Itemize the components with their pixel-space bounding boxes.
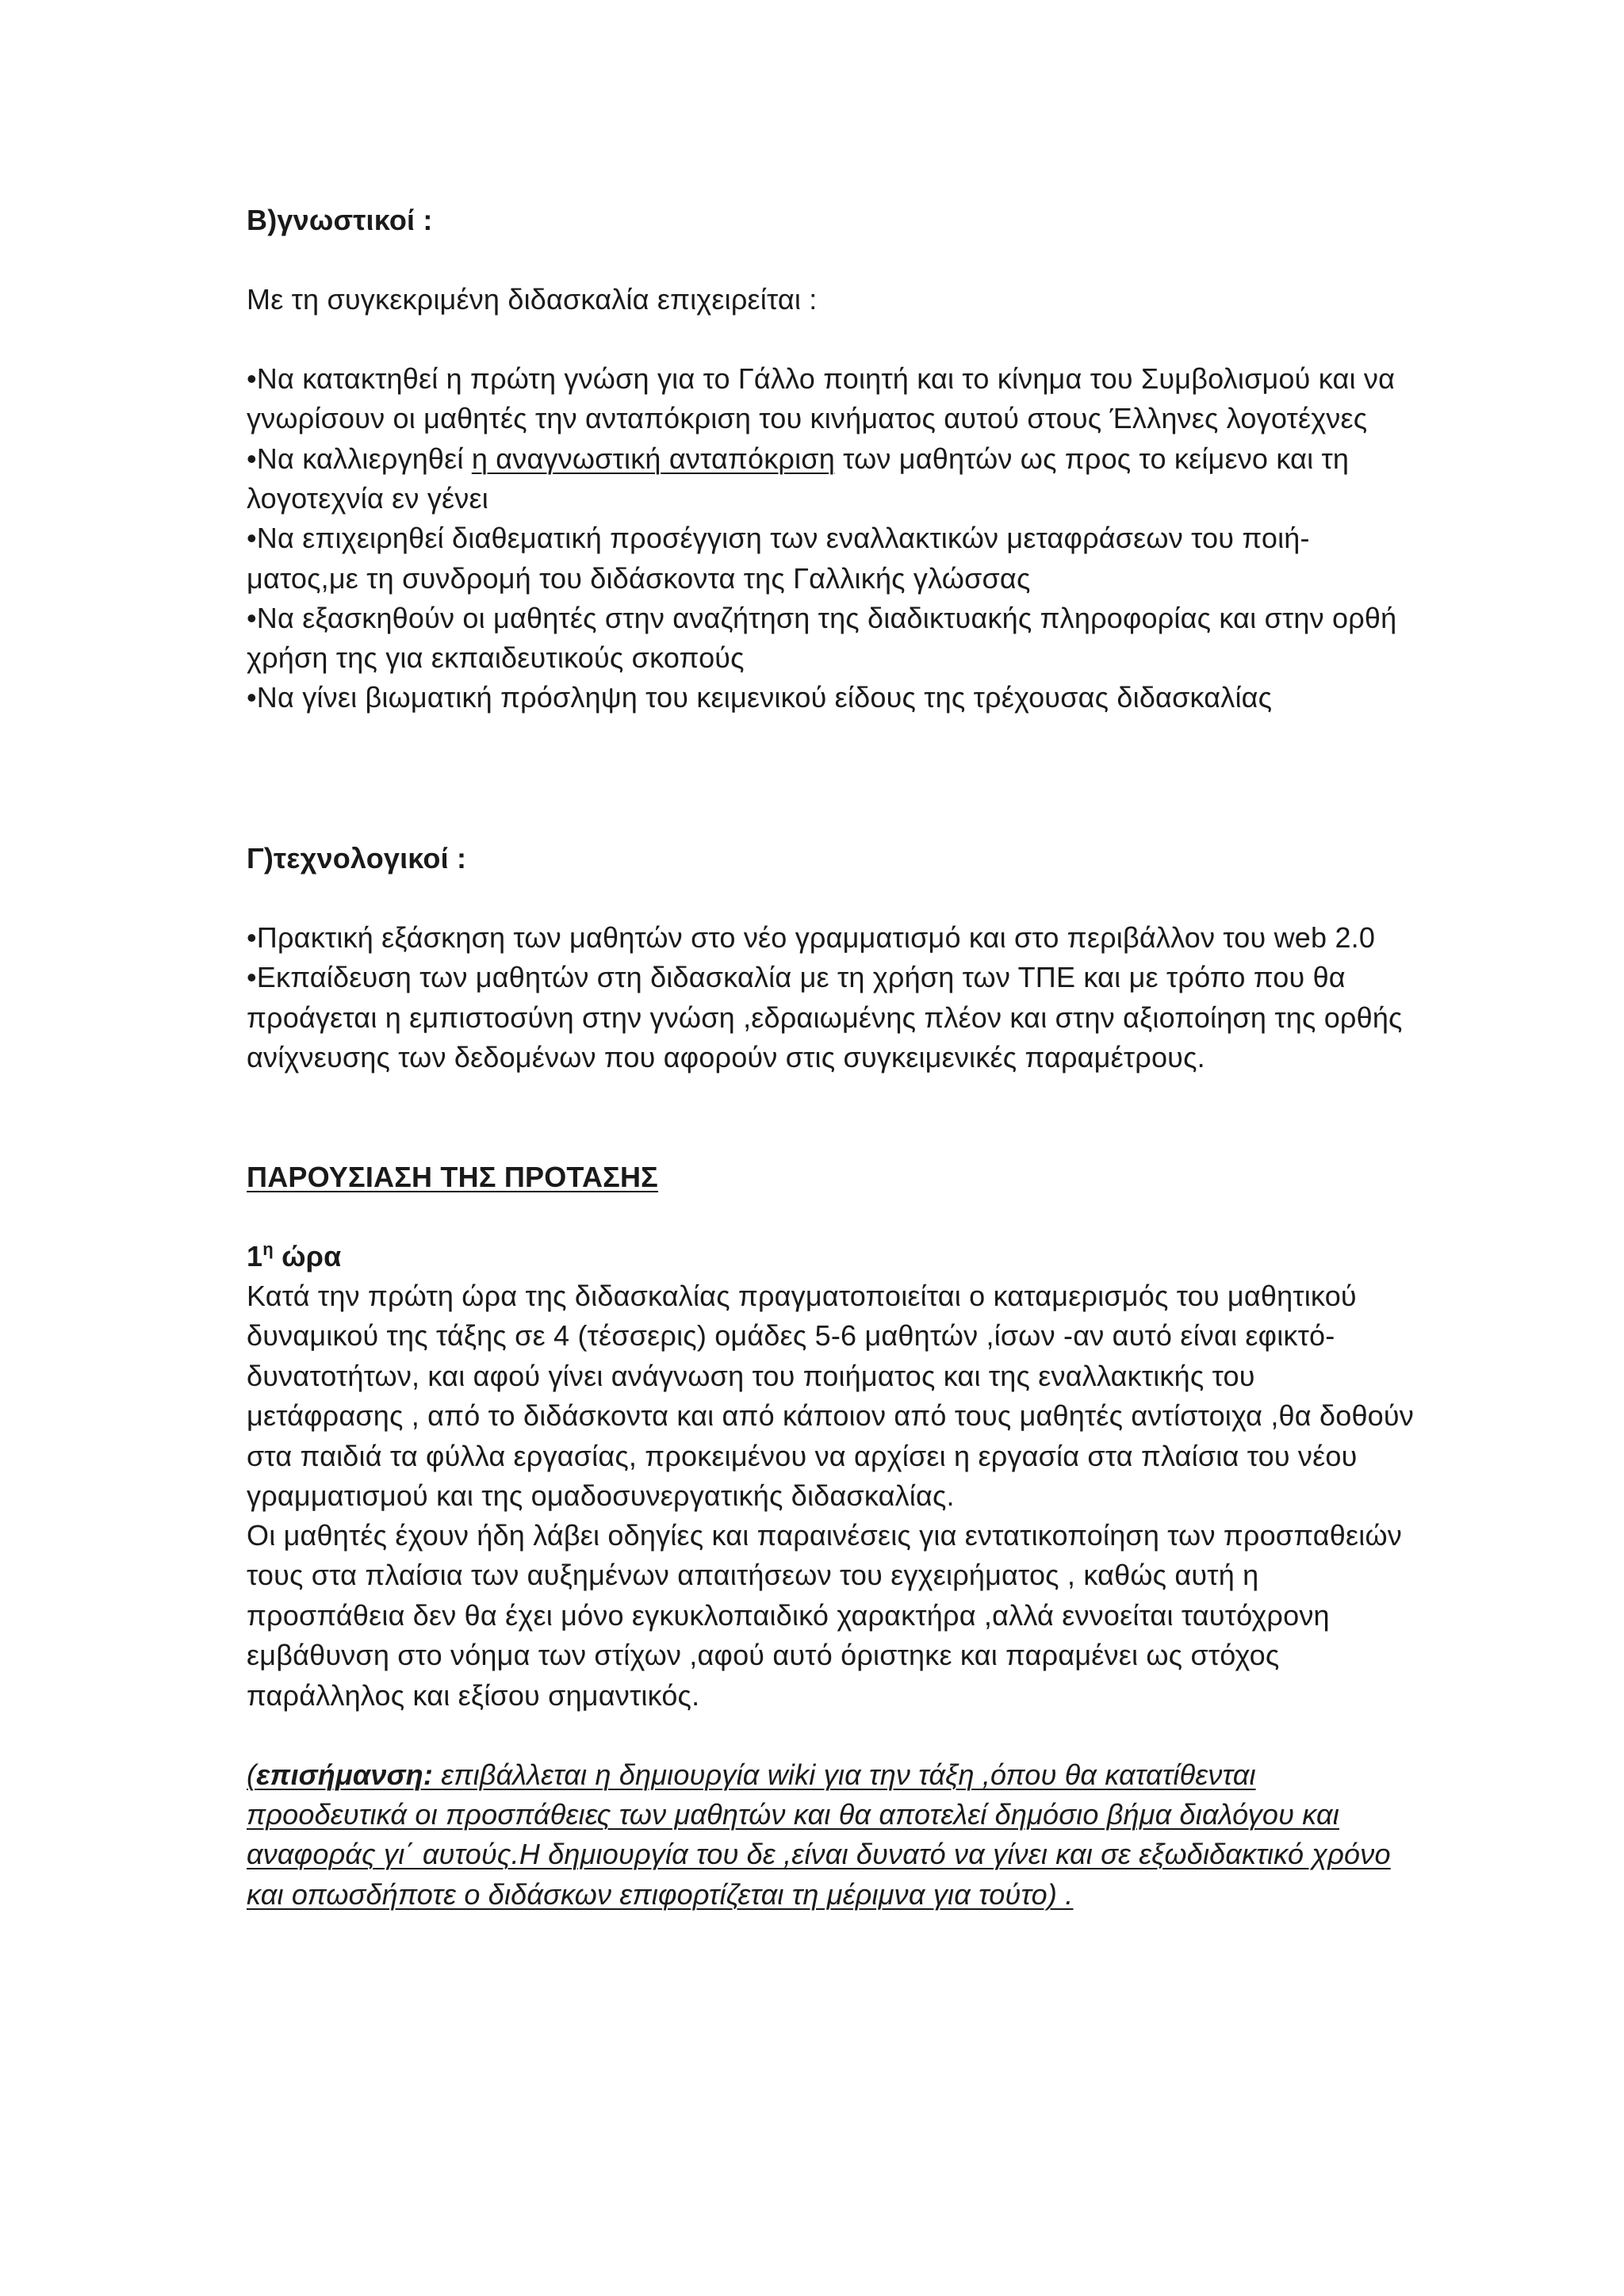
- para1-line4: μετάφρασης , από το διδάσκοντα και από κάποιον από τους μαθητές αντίστοιχα ,θα δοθούν: [247, 1399, 1414, 1432]
- note-line1: [247, 1757, 1256, 1793]
- hour-heading: [247, 1238, 342, 1275]
- section-c-heading: Γ)τεχνολογικοί :: [247, 842, 467, 874]
- hour-superscript: η: [262, 1239, 274, 1259]
- presentation-heading: ΠΑΡΟΥΣΙΑΣΗ ΤΗΣ ΠΡΟΤΑΣΗΣ: [247, 1161, 658, 1193]
- para1-line1: Κατά την πρώτη ώρα της διδασκαλίας πραγματοποιείται ο καταμερισμός του μαθητικού: [247, 1280, 1357, 1312]
- bullet-b2-line1: [247, 441, 1349, 477]
- para2-line1: Οι μαθητές έχουν ήδη λάβει οδηγίες και παραινέσεις για εντατικοποίηση των προσπαθειών: [247, 1519, 1402, 1552]
- para2-line3: προσπάθεια δεν θα έχει μόνο εγκυκλοπαιδικό χαρακτήρα ,αλλά εννοείται ταυτόχρονη: [247, 1599, 1330, 1632]
- bullet-b1-line2: γνωρίσουν οι μαθητές την ανταπόκριση του κινήματος αυτού στους Έλληνες λογοτέχνες: [247, 402, 1368, 434]
- bullet-c2-line2: προάγεται η εμπιστοσύνη στην γνώση ,εδραιωμένης πλέον και στην αξιοποίηση της ορθής: [247, 1001, 1403, 1034]
- bullet-c1: •Πρακτική εξάσκηση των μαθητών στο νέο γραμματισμό και στο περιβάλλον του web 2.0: [247, 921, 1376, 954]
- bullet-b4-line1: •Να εξασκηθούν οι μαθητές στην αναζήτηση της διαδικτυακής πληροφορίας και στην ορθή: [247, 602, 1397, 634]
- bullet-b5-line1: •Να γίνει βιωματική πρόσληψη του κειμενικού είδους της τρέχουσας διδασκαλίας: [247, 681, 1273, 714]
- hour-number: 1: [247, 1240, 263, 1272]
- para1-line3: δυνατοτήτων, και αφού γίνει ανάγνωση του ποιήματος και της εναλλακτικής του: [247, 1360, 1255, 1392]
- para1-line2: δυναμικού της τάξης σε 4 (τέσσερις) ομάδες 5-6 μαθητών ,ίσων -αν αυτό είναι εφικτό-: [247, 1319, 1335, 1352]
- hour-word: ώρα: [273, 1240, 342, 1272]
- bullet-b1-line1: •Να κατακτηθεί η πρώτη γνώση για το Γάλλο ποιητή και το κίνημα του Συμβολισμού και να: [247, 362, 1396, 395]
- para1-line6: γραμματισμού και της ομαδοσυνεργατικής διδασκαλίας.: [247, 1479, 955, 1512]
- section-b-heading: Β)γνωστικοί :: [247, 204, 433, 236]
- para2-line4: εμβάθυνση στο νόημα των στίχων ,αφού αυτό όριστηκε και παραμένει ως στόχος: [247, 1639, 1280, 1671]
- note-line4: και οπωσδήποτε ο διδάσκων επιφορτίζεται τη μέριμνα για τούτο) .: [247, 1878, 1074, 1911]
- note-label: επισήμανση:: [256, 1758, 434, 1791]
- bullet-b3-line2: ματος,με τη συνδρομή του διδάσκοντα της Γαλλικής γλώσσας: [247, 562, 1031, 595]
- note-line3: αναφοράς γι΄ αυτούς.Η δημιουργία του δε ,είναι δυνατό να γίνει και σε εξωδιδακτικό χρόνο: [247, 1838, 1391, 1870]
- bullet-c2-line1: •Εκπαίδευση των μαθητών στη διδασκαλία με τη χρήση των ΤΠΕ και με τρόπο που θα: [247, 961, 1346, 993]
- bullet-b2-underlined: η αναγνωστική ανταπόκριση: [471, 442, 835, 475]
- bullet-b4-line2: χρήση της για εκπαιδευτικούς σκοπούς: [247, 641, 745, 674]
- section-b-intro: Με τη συγκεκριμένη διδασκαλία επιχειρείται :: [247, 283, 818, 316]
- para1-line5: στα παιδιά τα φύλλα εργασίας, προκειμένου να αρχίσει η εργασία στα πλαίσια του νέου: [247, 1440, 1358, 1472]
- para2-line2: τους στα πλαίσια των αυξημένων απαιτήσεων του εγχειρήματος , καθώς αυτή η: [247, 1559, 1259, 1591]
- note-line1-rest: επιβάλλεται η δημιουργία wiki για την τάξη ,όπου θα κατατίθενται: [433, 1758, 1256, 1791]
- note-open-paren: (: [247, 1758, 257, 1791]
- para2-line5: παράλληλος και εξίσου σημαντικός.: [247, 1679, 700, 1712]
- bullet-b2-pre: •Να καλλιεργηθεί: [247, 442, 472, 475]
- bullet-b3-line1: •Να επιχειρηθεί διαθεματική προσέγγιση των εναλλακτικών μεταφράσεων του ποιή-: [247, 522, 1310, 554]
- note-line2: προοδευτικά οι προσπάθειες των μαθητών και θα αποτελεί δημόσιο βήμα διαλόγου και: [247, 1798, 1339, 1831]
- bullet-c2-line3: ανίχνευσης των δεδομένων που αφορούν στις συγκειμενικές παραμέτρους.: [247, 1041, 1205, 1073]
- bullet-b2-line2: λογοτεχνία εν γένει: [247, 482, 488, 515]
- bullet-b2-post: των μαθητών ως προς το κείμενο και τη: [834, 442, 1350, 475]
